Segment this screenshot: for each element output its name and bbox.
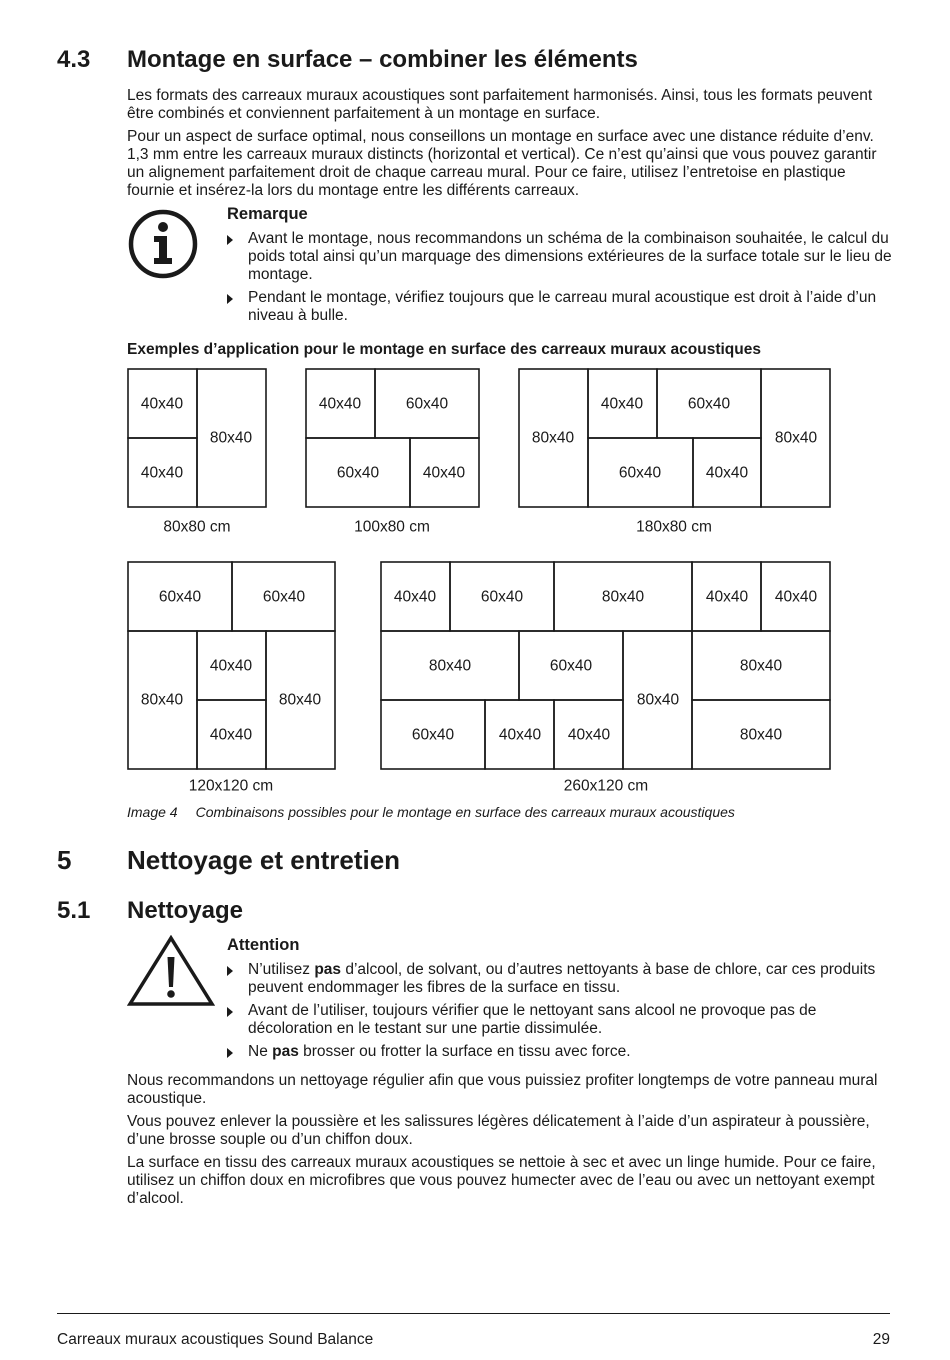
tile-combinations-figure xyxy=(0,355,950,805)
note-item xyxy=(227,289,897,325)
note-title: Remarque xyxy=(227,205,308,223)
note-item-text: Avant le montage, nous recommandons un schéma de la combinaison souhaitée, le calcul du poids total ainsi qu’un marquage des dimensions extérieures de la surface totale sur le lieu de montage. xyxy=(248,230,892,283)
section-number: 4.3 xyxy=(57,46,91,73)
tile-label: 40x40 xyxy=(498,726,542,744)
footer-doc-title: Carreaux muraux acoustiques Sound Balance xyxy=(57,1331,374,1348)
attention-item-text: Ne pas brosser ou frotter la surface en tissu avec force. xyxy=(248,1043,631,1060)
bullet-arrow-icon xyxy=(227,294,233,304)
tile-label: 60x40 xyxy=(405,395,449,413)
section-title: Montage en surface – combiner les éléments xyxy=(127,46,638,73)
paragraph: Pour un aspect de surface optimal, nous conseillons un montage en surface avec une distance réduite d’env. 1,3 mm entre les carreaux muraux distincts (horizontal et vertical). Ce n’est qu’ainsi que vous pouvez garantir un alignement parfaitement droit de chaque carreau mural. Pour ce faire, utilisez l’entretoise en plastique fournie et insérez-la lors du montage entre les différents carreaux. xyxy=(127,128,877,199)
tile-label: 40x40 xyxy=(209,657,253,675)
attention-item-text: Avant de l’utiliser, toujours vérifier que le nettoyant sans alcool ne provoque pas de décoloration en le testant sur une partie dissimulée. xyxy=(248,1002,817,1037)
note-item xyxy=(227,230,897,284)
diagram-size-label: 260x120 cm xyxy=(563,777,649,795)
tile-label: 60x40 xyxy=(158,588,202,606)
tile-label: 60x40 xyxy=(411,726,455,744)
diagram-100x80 xyxy=(306,369,479,507)
footer-divider xyxy=(57,1313,890,1314)
page-number: 29 xyxy=(872,1331,890,1348)
tile-label: 80x40 xyxy=(278,691,322,709)
tile-label: 40x40 xyxy=(600,395,644,413)
paragraph: La surface en tissu des carreaux muraux acoustiques se nettoie à sec et avec un linge humide. Pour ce faire, utilisez un chiffon doux en microfibres que vous pouvez humecter avec de l’eau ou avec un nettoyant exempt d’alcool. xyxy=(127,1154,876,1207)
tile-label: 60x40 xyxy=(687,395,731,413)
examples-heading: Exemples d’application pour le montage en surface des carreaux muraux acoustiques xyxy=(127,341,761,358)
tile-label: 80x40 xyxy=(428,657,472,675)
tile-label: 80x40 xyxy=(739,726,783,744)
tile-label: 80x40 xyxy=(774,429,818,447)
tile-label: 40x40 xyxy=(140,395,184,413)
tile-label: 80x40 xyxy=(739,657,783,675)
diagram-size-label: 120x120 cm xyxy=(188,777,274,795)
bullet-arrow-icon xyxy=(227,1007,233,1017)
warning-icon xyxy=(127,935,215,1007)
attention-item-text: N’utilisez pas d’alcool, de solvant, ou d’autres nettoyants à base de chlore, car ces produits peuvent endommager les fibres de la surface en tissu. xyxy=(248,961,876,996)
tile-label: 40x40 xyxy=(318,395,362,413)
attention-title: Attention xyxy=(227,936,300,954)
diagram-size-label: 80x80 cm xyxy=(163,518,231,536)
tile-label: 80x40 xyxy=(636,691,680,709)
tile-label: 60x40 xyxy=(618,464,662,482)
tile-label: 40x40 xyxy=(705,464,749,482)
tile-label: 40x40 xyxy=(209,726,253,744)
tile-label: 80x40 xyxy=(531,429,575,447)
tile-label: 40x40 xyxy=(140,464,184,482)
tile-label: 60x40 xyxy=(336,464,380,482)
tile-label: 40x40 xyxy=(567,726,611,744)
info-icon xyxy=(127,208,199,280)
bullet-arrow-icon xyxy=(227,235,233,245)
figure-caption-text: Combinaisons possibles pour le montage en surface des carreaux muraux acoustiques xyxy=(195,804,735,820)
diagram-size-label: 180x80 cm xyxy=(636,518,712,536)
tile-label: 40x40 xyxy=(705,588,749,606)
section-number: 5 xyxy=(57,845,72,875)
section-title: Nettoyage et entretien xyxy=(127,845,401,875)
paragraph: Nous recommandons un nettoyage régulier afin que vous puissiez profiter longtemps de votre panneau mural acoustique. xyxy=(127,1072,878,1107)
attention-item xyxy=(227,1002,897,1038)
tile-label: 40x40 xyxy=(393,588,437,606)
note-item-text: Pendant le montage, vérifiez toujours que le carreau mural acoustique est droit à l’aide d’un niveau à bulle. xyxy=(248,289,877,324)
tile-label: 60x40 xyxy=(549,657,593,675)
figure-caption-label: Image 4 xyxy=(127,804,178,820)
tile-label: 60x40 xyxy=(480,588,524,606)
attention-item xyxy=(227,961,897,997)
attention-item xyxy=(227,1043,897,1061)
paragraph: Les formats des carreaux muraux acoustiques sont parfaitement harmonisés. Ainsi, tous les formats peuvent être combinés et conviennent parfaitement à un montage en surface. xyxy=(127,87,873,122)
tile-label: 80x40 xyxy=(140,691,184,709)
section-number: 5.1 xyxy=(57,897,91,924)
tile-label: 40x40 xyxy=(774,588,818,606)
tile-label: 60x40 xyxy=(262,588,306,606)
tile-label: 80x40 xyxy=(601,588,645,606)
tile-label: 80x40 xyxy=(209,429,253,447)
paragraph: Vous pouvez enlever la poussière et les salissures légères délicatement à l’aide d’un aspirateur à poussière, d’une brosse souple ou d’un chiffon doux. xyxy=(127,1113,870,1148)
bullet-arrow-icon xyxy=(227,966,233,976)
section-title: Nettoyage xyxy=(127,897,244,924)
bullet-arrow-icon xyxy=(227,1048,233,1058)
figure-caption xyxy=(127,804,735,820)
diagram-size-label: 100x80 cm xyxy=(354,518,430,536)
tile-label: 40x40 xyxy=(422,464,466,482)
